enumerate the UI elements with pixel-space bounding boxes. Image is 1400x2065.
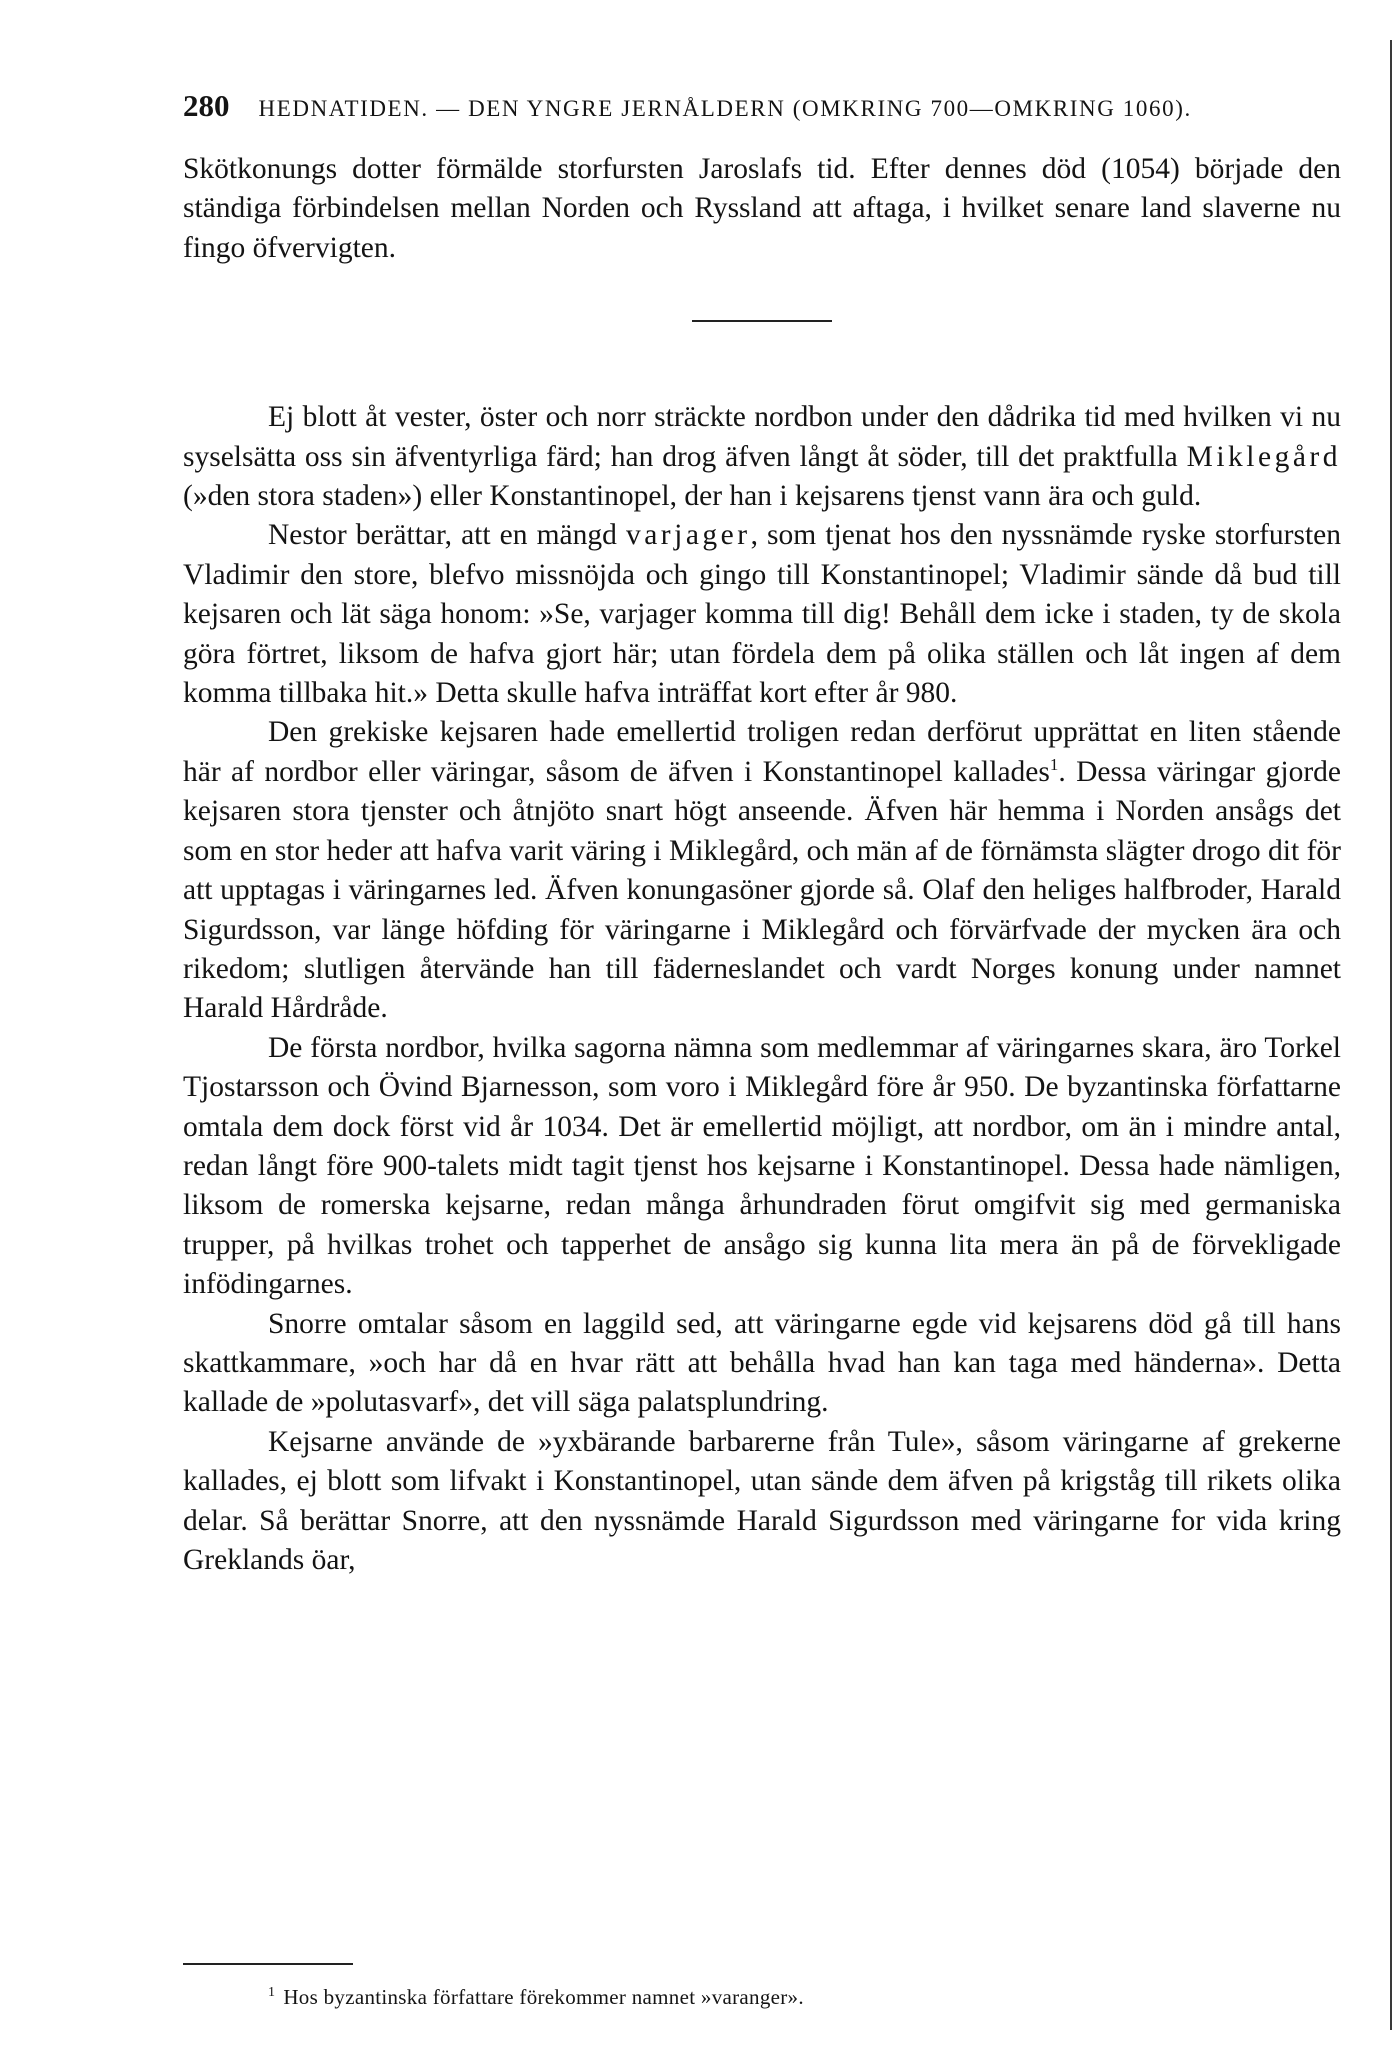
running-title: HEDNATIDEN. — DEN YNGRE JERNÅLDERN (OMKRING 700—OMKRING 1060). xyxy=(258,96,1192,121)
paragraph-snorre: Snorre omtalar såsom en laggild sed, att väringarne egde vid kejsarens död gå till hans skattkammare, »och har då en hvar rätt att behålla hvad han kan taga med händerna». Detta kallade de »polutasvarf», det vill säga palatsplundring. xyxy=(183,1307,1341,1419)
intro-paragraph: Skötkonungs dotter förmälde storfursten Jaroslafs tid. Efter dennes död (1054) började den ständiga förbindelsen mellan Norden och Ryssland att aftaga, i hvilket senare land slaverne nu fingo öfvervigten. xyxy=(183,153,1341,264)
emphasis-term: varjager xyxy=(625,519,751,552)
page-number: 280 xyxy=(183,88,230,123)
footnote-text: Hos byzantinska författare förekommer namnet »varanger». xyxy=(283,1985,804,2009)
text-run: , som tjenat hos den nyssnämde ryske storfursten Vladimir den store, blefvo missnöjda och gingo till Konstantinopel; Vladimir sände då bud till kejsaren och lät säga honom: »Se, varjager komma till dig! Behåll dem icke i staden, ty de skola göra förtret, liksom de hafva gjort här; utan fördela dem på olika ställen och låt ingen af dem komma tillbaka hit.» Detta skulle hafva inträffat kort efter år 980. xyxy=(183,519,1342,710)
text-run: Nestor berättar, att en mängd xyxy=(268,519,626,552)
text-run: Den grekiske kejsaren hade emellertid troligen redan derförut upprättat en liten stående här af nordbor eller väringar, såsom de äfven i Konstantinopel kallades xyxy=(183,716,1341,788)
text-run: (»den stora staden») eller Konstantinopel, der han i kejsarens tjenst vann ära och guld. xyxy=(183,480,1202,513)
paragraph-kejsarne: Kejsarne använde de »yxbärande barbarerne från Tule», såsom väringarne af grekerne kallades, ej blott som lifvakt i Konstantinopel, utan sände dem äfven på krigståg till rikets olika delar. Så berättar Snorre, att den nyssnämde Harald Sigurdsson med väringarne for vida kring Greklands öar, xyxy=(183,1425,1341,1576)
paragraph-varingar xyxy=(183,713,1341,1028)
emphasis-term: Miklegård xyxy=(1186,440,1341,473)
paragraph-first-nordbor: De första nordbor, hvilka sagorna nämna som medlemmar af väringarnes skara, äro Torkel Tjostarsson och Övind Bjarnesson, som voro i Miklegård före år 950. De byzantinska författarne omtala dem dock först vid år 1034. Det är emellertid möjligt, att nordbor, om än i mindre antal, redan långt före 900-talets midt tagit tjenst hos kejsarne i Konstantinopel. Dessa hade nämligen, liksom de romerska kejsarne, redan många århundraden förut omgifvit sig med germaniska trupper, på hvilkas trohet och tapperhet de ansågo sig kunna lita mera än på de förvekligade infödingarnes. xyxy=(183,1031,1341,1301)
section-divider xyxy=(692,320,832,322)
running-header xyxy=(183,88,1303,124)
text-run: Ej blott åt vester, öster och norr sträckte nordbon under den dådrika tid med hvilken vi nu syselsätta oss sin äfventyrliga färd; han drog äfven långt åt söder, till det praktfulla xyxy=(183,401,1341,473)
paragraph-nestor xyxy=(183,516,1341,713)
footnote-marker: 1 xyxy=(268,1985,276,2000)
text-run: . Dessa väringar gjorde kejsaren stora tjenster och åtnjöto snart högt anseende. Äfven här hemma i Norden ansågs det som en stor heder att hafva varit väring i Miklegård, och män af de förnämsta slägter drogo dit för att upptagas i väringarnes led. Äfven konungasöner gjorde så. Olaf den heliges halfbroder, Harald Sigurdsson, var länge höfding för väringarne i Miklegård och förvärfvade der mycken ära och rikedom; slutligen återvände han till fäderneslandet och vardt Norges konung under namnet Harald Hårdråde. xyxy=(183,755,1341,1025)
paragraph-miklegard xyxy=(183,398,1341,516)
footnote xyxy=(268,1985,804,2010)
footnote-divider xyxy=(183,1963,353,1965)
footnote-reference: 1 xyxy=(1049,755,1059,775)
page-edge-line xyxy=(1390,40,1392,2030)
body-text xyxy=(183,150,1341,1580)
